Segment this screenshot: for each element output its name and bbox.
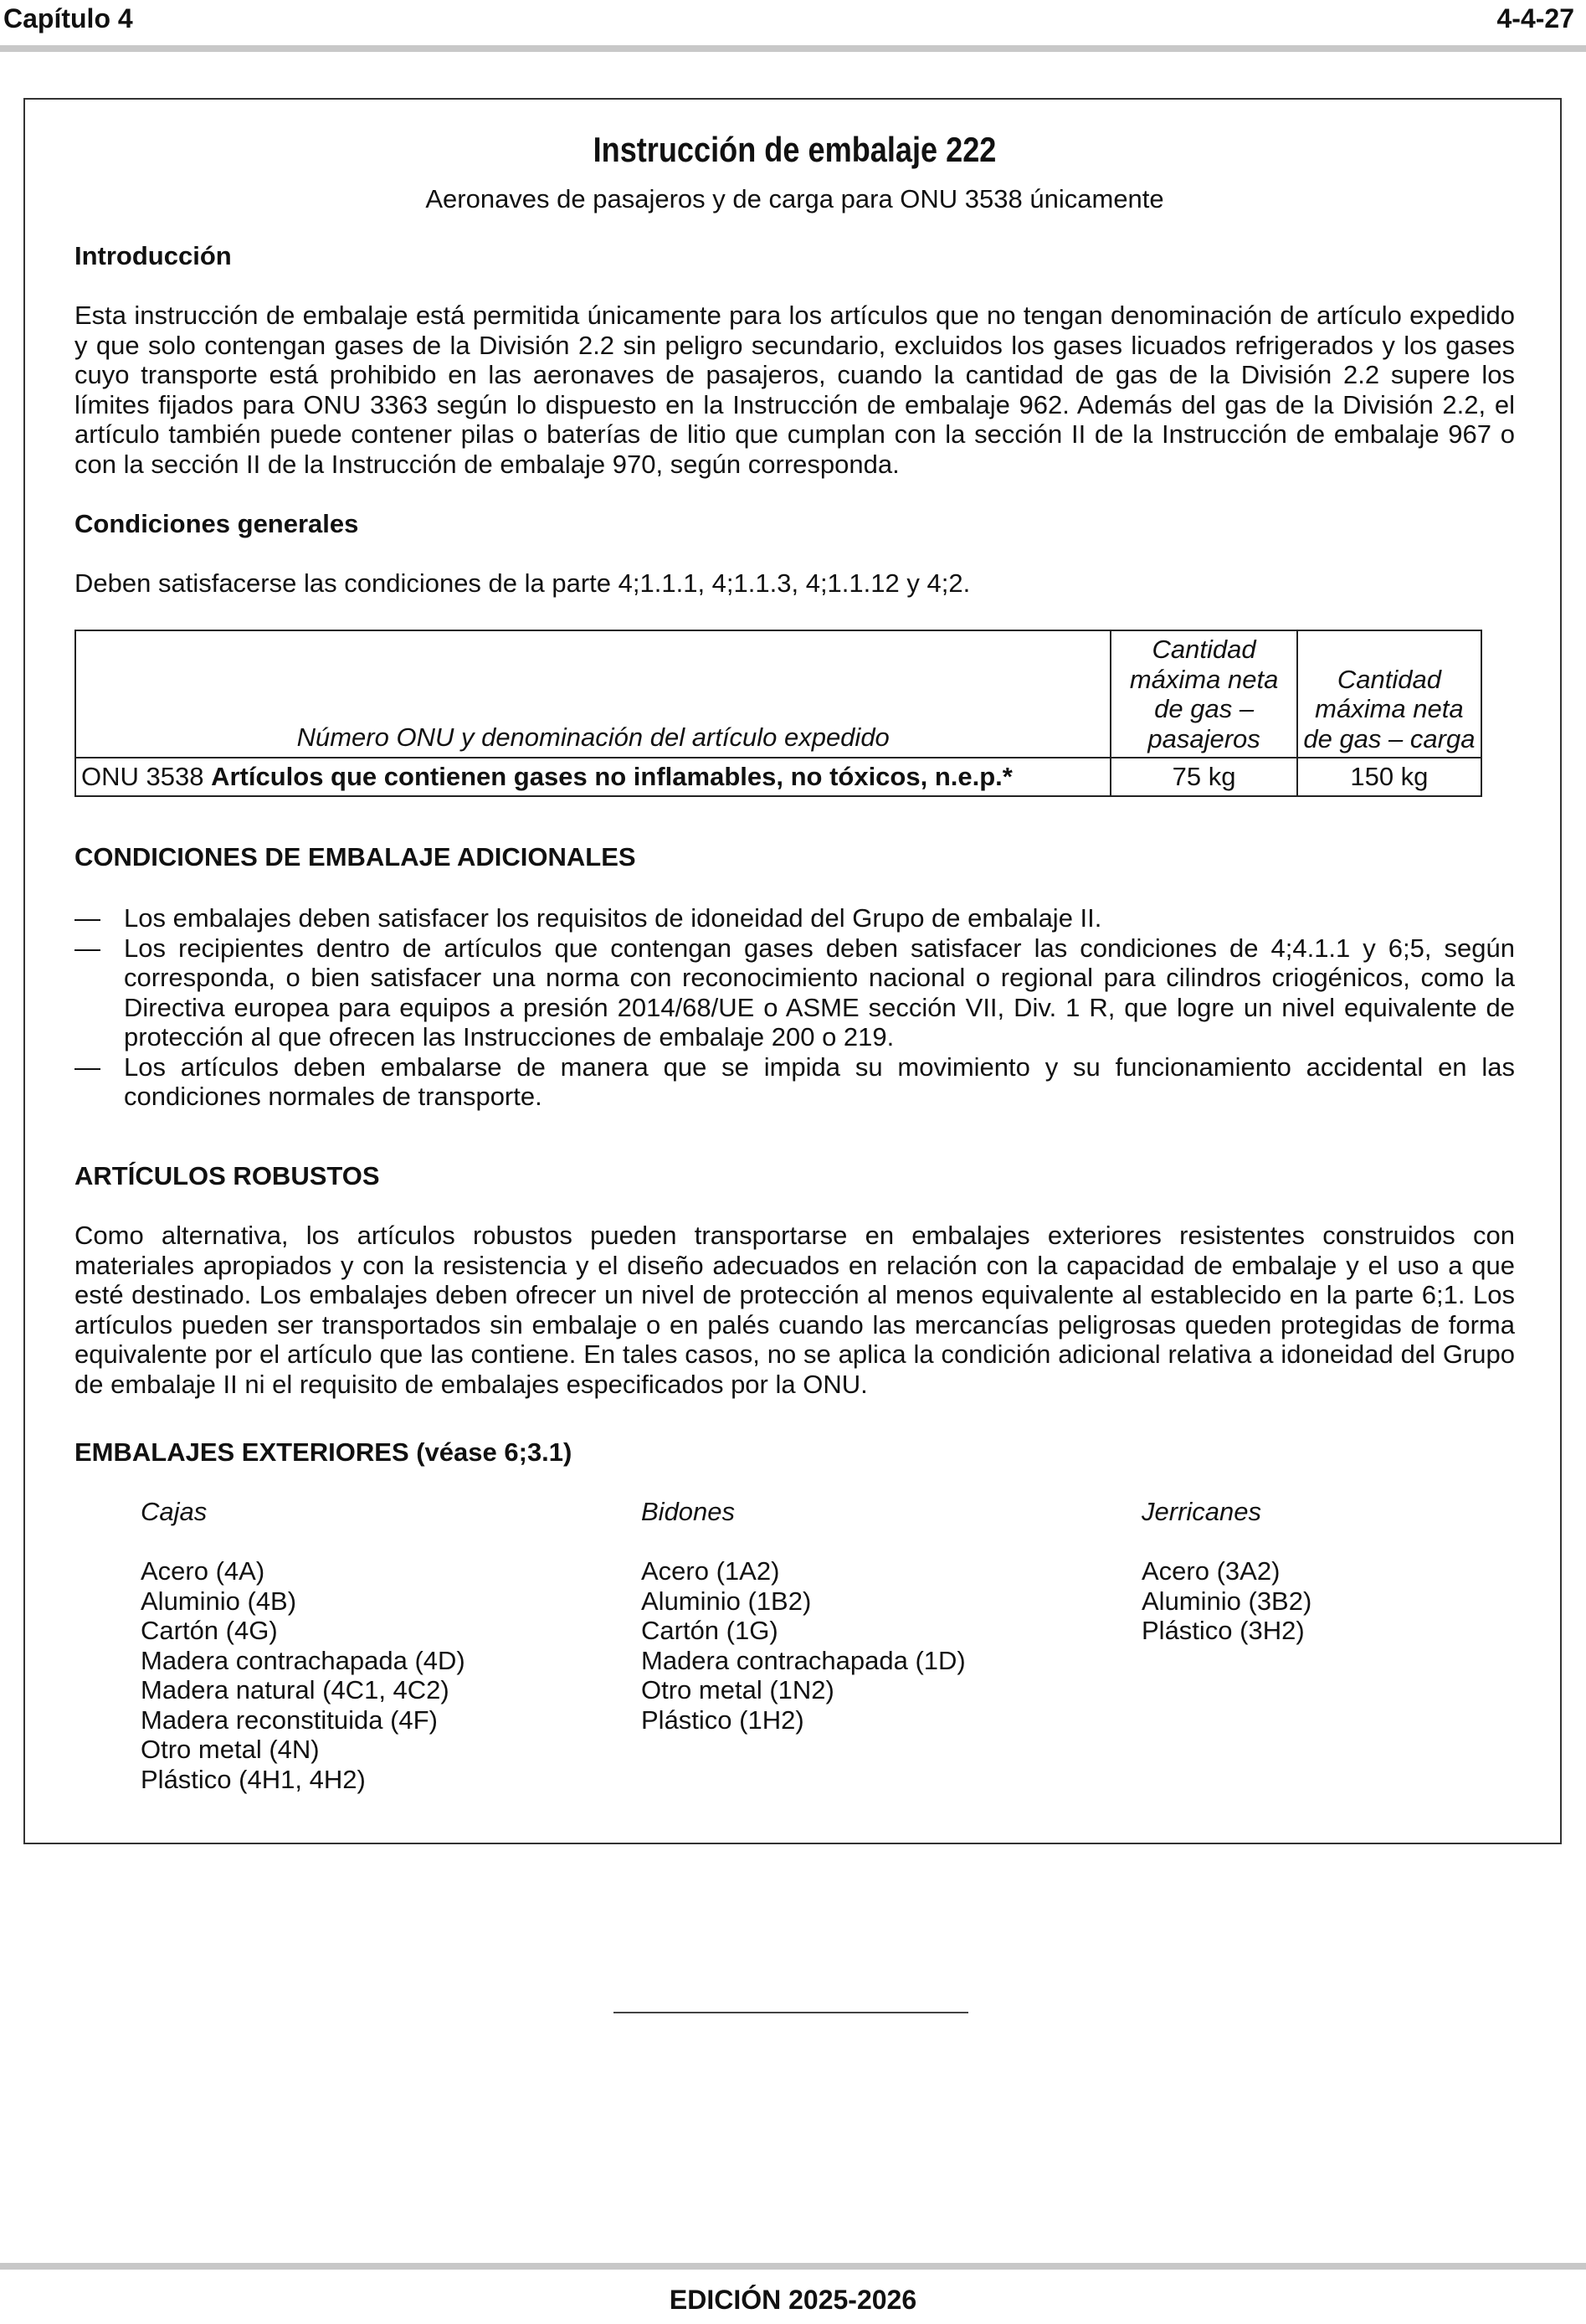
list-item: Madera contrachapada (4D) [141,1645,465,1675]
list-item: Plástico (3H2) [1142,1616,1305,1645]
packaging-column-jerricans [1142,1497,1311,1646]
column-title: Bidones [641,1497,736,1526]
list-item: Madera natural (4C1, 4C2) [141,1675,449,1704]
header-cargo-quantity: Cantidad máxima neta de gas – carga [1297,630,1481,758]
footer-divider [0,2263,1586,2270]
additional-conditions-heading: CONDICIONES DE EMBALAJE ADICIONALES [74,842,636,872]
list-item: Cartón (1G) [641,1616,778,1645]
list-item [74,933,1515,1052]
end-of-section-rule [613,2012,968,2013]
cell-cargo-quantity: 150 kg [1297,758,1481,796]
cell-un-entry [75,758,1111,796]
column-title: Jerricanes [1142,1497,1261,1526]
robust-articles-heading: ARTÍCULOS ROBUSTOS [74,1161,380,1190]
packing-instruction-box [23,98,1562,1844]
chapter-label: Capítulo 4 [3,3,133,33]
general-conditions-text: Deben satisfacerse las condiciones de la parte 4;1.1.1, 4;1.1.3, 4;1.1.12 y 4;2. [74,568,971,598]
condition-text: Los embalajes deben satisfacer los requisitos de idoneidad del Grupo de embalaje II. [124,903,1102,933]
table-header-row [75,630,1481,758]
header-description: Número ONU y denominación del artículo expedido [75,630,1111,758]
column-title: Cajas [141,1497,208,1526]
quantity-table [74,630,1482,797]
un-number: ONU 3538 [81,762,204,791]
condition-text: Los recipientes dentro de artículos que contengan gases deben satisfacer las condiciones de 4;4.1.1 y 6;5, según corresponda, o bien satisfacer una norma con reconocimiento nacional o regional para cilindros criogénicos, como la Directiva europea para equipos a presión 2014/68/UE o ASME sección VII, Div. 1 R, que logre un nivel equivalente de protección al que ofrecen las Instrucciones de embalaje 200 o 219. [124,933,1515,1051]
introduction-heading: Introducción [74,241,232,270]
introduction-text: Esta instrucción de embalaje está permitida únicamente para los artículos que no tengan denominación de artículo expedido y que solo contengan gases de la División 2.2 sin peligro secundario, excluidos los gases licuados refrigerados y los gases cuyo transporte está prohibido en las aeronaves de pasajeros, cuando la cantidad de gas de la División 2.2 supere los límites fijados para ONU 3363 según lo dispuesto en la Instrucción de embalaje 962. Además del gas de la División 2.2, el artículo también puede contener pilas o baterías de litio que cumplan con la sección II de la Instrucción de embalaje 967 o con la sección II de la Instrucción de embalaje 970, según corresponda. [74,301,1515,479]
dash-marker: — [74,903,100,933]
list-item: Aluminio (4B) [141,1586,297,1616]
list-item: Acero (4A) [141,1556,265,1586]
list-item: Otro metal (4N) [141,1735,320,1764]
edition-label: EDICIÓN 2025-2026 [669,2285,917,2315]
dash-marker: — [74,933,100,963]
list-item: Aluminio (3B2) [1142,1586,1312,1616]
list-item: Madera contrachapada (1D) [641,1645,966,1675]
list-item: Aluminio (1B2) [641,1586,812,1616]
proper-shipping-name: Artículos que contienen gases no inflamables, no tóxicos, n.e.p.* [211,762,1013,791]
list-item: Acero (1A2) [641,1556,780,1586]
dash-marker: — [74,1051,100,1082]
list-item: Plástico (1H2) [641,1704,804,1735]
list-item [74,903,1515,933]
condition-text: Los artículos deben embalarse de manera que se impida su movimiento y su funcionamiento accidental en las condiciones normales de transporte. [124,1051,1515,1111]
list-item: Madera reconstituida (4F) [141,1704,438,1735]
running-header [0,0,1586,52]
packaging-column-boxes [141,1497,465,1794]
list-item [74,1052,1515,1112]
instruction-subtitle: Aeronaves de pasajeros y de carga para ONU 3538 únicamente [425,184,1164,213]
outer-packagings-heading: EMBALAJES EXTERIORES (véase 6;3.1) [74,1437,572,1467]
cell-passenger-quantity: 75 kg [1111,758,1296,796]
list-item: Cartón (4G) [141,1616,278,1645]
list-item: Acero (3A2) [1142,1556,1281,1586]
general-conditions-heading: Condiciones generales [74,509,359,538]
additional-conditions-list [74,903,1515,1112]
page-number: 4-4-27 [1496,3,1574,33]
list-item: Plástico (4H1, 4H2) [141,1764,366,1794]
list-item: Otro metal (1N2) [641,1675,834,1704]
table-row [75,758,1481,796]
robust-articles-text: Como alternativa, los artículos robustos pueden transportarse en embalajes exteriores resistentes construidos con materiales apropiados y con la resistencia y el diseño adecuados en relación con la capacidad de embalaje y el uso a que esté destinado. Los embalajes deben ofrecer un nivel de protección al menos equivalente al establecido en la parte 6;1. Los artículos pueden ser transportados sin embalaje o en palés cuando las mercancías peligrosas queden protegidas de forma equivalente por el artículo que las contiene. En tales casos, no se aplica la condición adicional relativa a idoneidad del Grupo de embalaje II ni el requisito de embalajes especificados por la ONU. [74,1221,1515,1399]
instruction-title: Instrucción de embalaje 222 [593,130,997,169]
header-passenger-quantity: Cantidad máxima neta de gas – pasajeros [1111,630,1296,758]
packaging-column-drums [641,1497,966,1735]
